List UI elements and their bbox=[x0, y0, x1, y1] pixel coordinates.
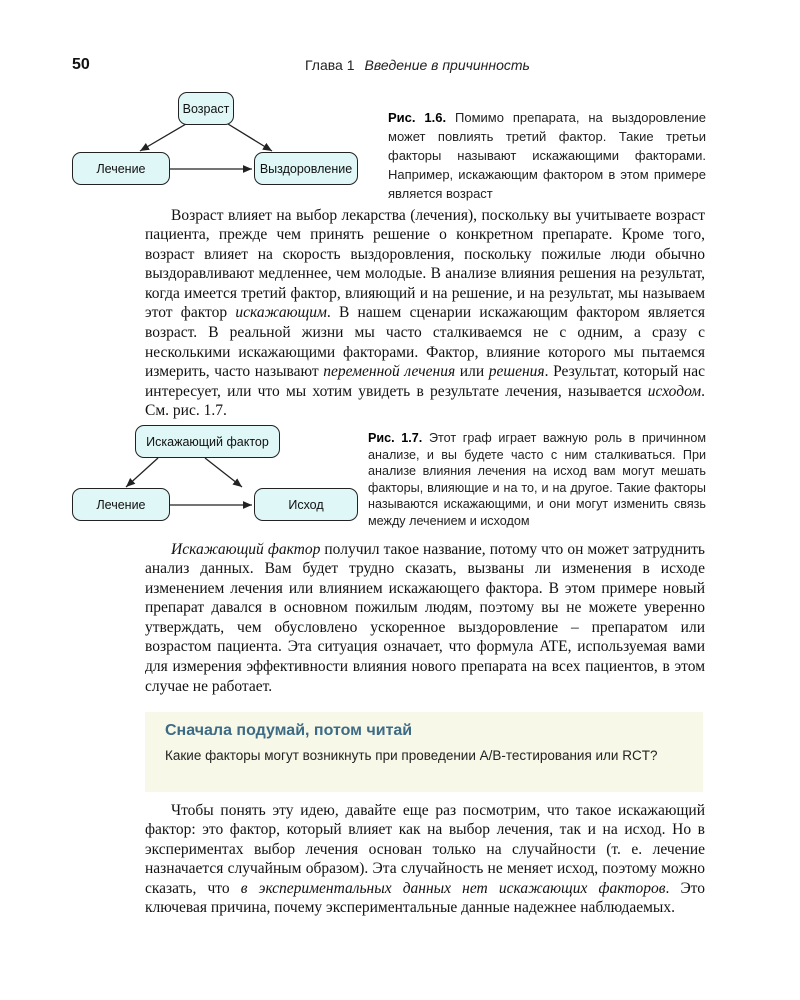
paragraph-1 bbox=[145, 206, 705, 422]
text: Чтобы понять эту идею, давайте еще раз посмотрим, что такое искажающий фактор: это фактор, который влияет как на выбор лечения, так и на исход. Но в экспериментах выбор лечения основан только на случайности (т. е. лечение назначается случайным образом). Эта случайность не меняет исход, поэтому можно сказать, что bbox=[145, 801, 705, 897]
paragraph-2 bbox=[145, 540, 705, 697]
figure-1-7-caption bbox=[368, 430, 706, 530]
page-number: 50 bbox=[72, 56, 90, 73]
text: . Результат, который нас интересует, или что мы хотим увидеть в результате лечения, называется bbox=[145, 363, 705, 400]
caption-label: Рис. 1.7. bbox=[368, 431, 423, 445]
figure-1-6-caption bbox=[388, 108, 706, 203]
running-header bbox=[305, 57, 530, 73]
italic-term: в экспериментальных данных нет искажающих факторов bbox=[240, 879, 666, 897]
chapter-label: Глава 1 bbox=[305, 57, 355, 73]
italic-term: Искажающий фактор bbox=[171, 540, 321, 558]
text: или bbox=[455, 363, 489, 381]
caption-text: Помимо препарата, на выздоровление может повлиять третий фактор. Такие третьи факторы называют искажающими факторами. Например, искажающим фактором в этом примере является возраст bbox=[388, 110, 706, 201]
text: . Это ключевая причина, почему экспериментальные данные надежнее наблюдаемых. bbox=[145, 879, 705, 917]
text: Возраст влияет на выбор лекарства (лечения), поскольку вы учитываете возраст пациента, прежде чем принять решение о конкретном препарате. Кроме того, возраст влияет на скорость выздоровления, поскольку пожилые люди обычно выздоравливают медленнее, чем молодые. В анализе влияния решения на результат, когда имеется третий фактор, влияющий и на решение, и на результат, мы называем этот фактор bbox=[145, 206, 705, 322]
node-recovery: Выздоровление bbox=[254, 152, 358, 185]
caption-label: Рис. 1.6. bbox=[388, 110, 447, 125]
caption-text: Этот граф играет важную роль в причинном анализе, и вы будете часто с ним сталкиваться. При анализе влияния лечения на исход вам могут мешать факторы, влияющие и на то, и на другое. Такие факторы называются искажающими, и они могут изменить связь между лечением и исходом bbox=[368, 431, 707, 528]
node-age: Возраст bbox=[178, 92, 234, 125]
italic-term: решения bbox=[488, 363, 545, 381]
arrow-confounder-treatment bbox=[126, 458, 158, 487]
callout-title: Сначала подумай, потом читай bbox=[165, 722, 413, 739]
text: получил такое название, потому что он может затруднить анализ данных. Вам будет трудно сказать, вызваны ли изменения в исходе изменением лечения или влиянием искажающего фактора. В этом примере новый препарат давался в основном пожилым людям, поэтому вы не можете уверенно утверждать, чем обусловлено ускоренное выздоровление – препаратом или возрастом пациента. Эта ситуация означает, что формула ATE, используемая вами для измерения эффективности влияния нового препарата на всех пациентов, в этом случае не работает. bbox=[145, 540, 705, 695]
italic-term: переменной лечения bbox=[323, 363, 456, 381]
italic-term: исходом bbox=[647, 382, 702, 400]
text: . В нашем сценарии искажающим фактором является возраст. В реальной жизни мы часто сталкиваемся не с одним, а сразу с несколькими искажающими факторами. Фактор, влияние которого мы пытаемся измерить, часто называют bbox=[145, 304, 705, 381]
arrow-confounder-outcome bbox=[205, 458, 242, 487]
arrow-age-treatment bbox=[140, 124, 186, 151]
text: . См. рис. 1.7. bbox=[145, 382, 705, 420]
node-confounder: Искажающий фактор bbox=[135, 425, 280, 458]
callout-box bbox=[145, 712, 703, 792]
callout-text: Какие факторы могут возникнуть при проведении A/B-тестирования или RCT? bbox=[165, 748, 658, 763]
node-outcome: Исход bbox=[254, 488, 358, 521]
italic-term: искажающим bbox=[235, 304, 327, 322]
node-treatment: Лечение bbox=[72, 152, 170, 185]
paragraph-3 bbox=[145, 801, 705, 919]
arrow-age-recovery bbox=[228, 124, 272, 151]
chapter-title: Введение в причинность bbox=[364, 57, 530, 73]
node-treatment: Лечение bbox=[72, 488, 170, 521]
